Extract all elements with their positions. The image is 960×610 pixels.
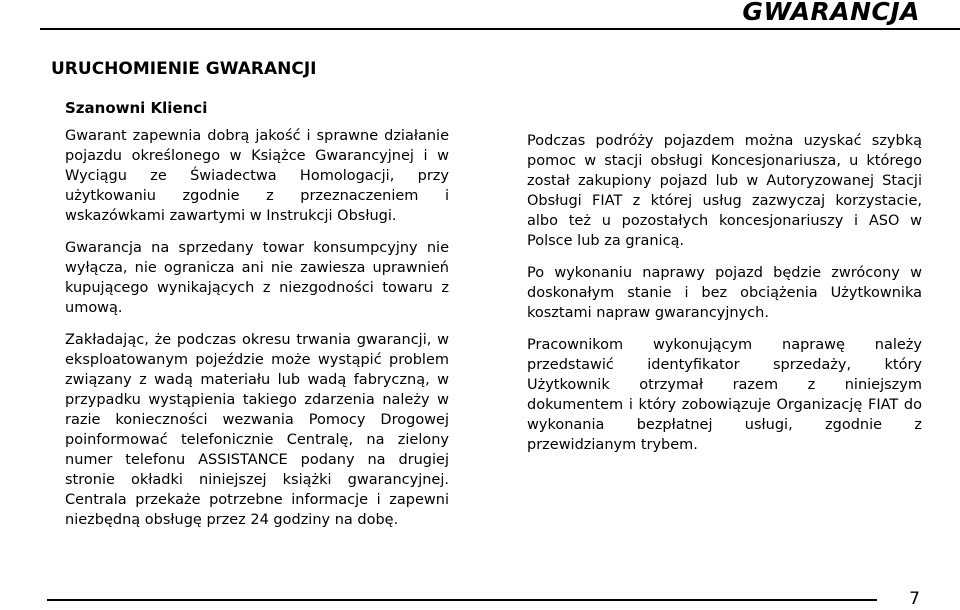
section-title: URUCHOMIENIE GWARANCJI [51,59,317,79]
left-column [65,98,449,542]
paragraph-repair-return: Po wykonaniu naprawy pojazd będzie zwrócony w doskonałym stanie i bez obciążenia Użytkownika kosztami napraw gwarancyjnych. [527,265,922,321]
paragraph-warranty-quality: Gwarant zapewnia dobrą jakość i sprawne działanie pojazdu określonego w Książce Gwarancyjnej i w Wyciągu ze Świadectwa Homologacji, przy użytkowaniu zgodnie z przeznaczeniem i wskazówkami zawartymi w Instrukcji Obsługi. [65,128,449,224]
paragraph-assistance: Zakładając, że podczas okresu trwania gwarancji, w eksploatowanym pojeździe może wystąpić problem związany z wadą materiału lub wadą fabryczną, w przypadku wystąpienia takiego zdarzenia należy w razie konieczności wezwania Pomocy Drogowej poinformować telefonicznie Centralę, na zielony numer telefonu ASSISTANCE podany na drugiej stronie okładki niniejszej książki gwarancyjnej. Centrala przekaże potrzebne informacje i zapewni niezbędną obsługę przez 24 godziny na dobę. [65,332,449,528]
page-header-title: GWARANCJA [742,0,920,26]
greeting-subheading: Szanowni Klienci [65,99,208,117]
paragraph-service-stations: Podczas podróży pojazdem można uzyskać szybką pomoc w stacji obsługi Koncesjonariusza, u którego został zakupiony pojazd lub w Autoryzowanej Stacji Obsługi FIAT z której usług zazwyczaj korzystacie, albo też u pozostałych koncesjonariuszy i ASO w Polsce lub za granicą. [527,133,922,249]
header-rule [40,28,960,30]
page-number: 7 [909,589,920,609]
footer-rule [47,599,877,601]
paragraph-sales-identifier: Pracownikom wykonującym naprawę należy przedstawić identyfikator sprzedaży, który Użytkownik otrzymał razem z niniejszym dokumentem i który zobowiązuje Organizację FIAT do wykonania bezpłatnej usługi, zgodnie z przewidzianym trybem. [527,337,922,453]
paragraph-consumer-rights: Gwarancja na sprzedany towar konsumpcyjny nie wyłącza, nie ogranicza ani nie zawiesza uprawnień kupującego wynikających z niezgodności towaru z umową. [65,240,449,316]
right-column [527,131,922,467]
